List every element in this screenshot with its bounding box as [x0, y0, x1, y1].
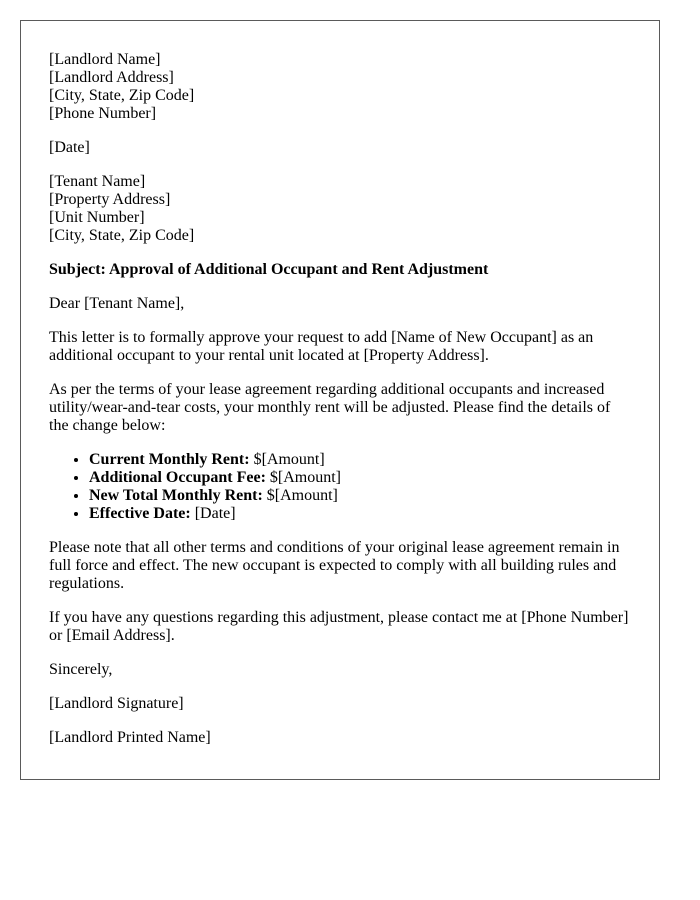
recipient-name: [Tenant Name]: [49, 173, 146, 190]
list-item: [89, 451, 631, 469]
closing: Sincerely,: [49, 661, 113, 678]
list-item: [89, 487, 631, 505]
sender-city-state-zip: [City, State, Zip Code]: [49, 87, 195, 104]
letter-page: [20, 20, 660, 780]
terms-paragraph: As per the terms of your lease agreement regarding additional occupants and increased utility/wear-and-tear costs, your monthly rent will be adjusted. Please find the details of the change below:: [49, 381, 611, 434]
sender-block: [49, 51, 631, 123]
detail-label: Current Monthly Rent:: [89, 451, 250, 468]
list-item: [89, 505, 631, 523]
note-paragraph: Please note that all other terms and conditions of your original lease agreement remain in full force and effect. The new occupant is expected to comply with all building rules and regulations.: [49, 539, 620, 592]
contact-paragraph: If you have any questions regarding this adjustment, please contact me at [Phone Number] or [Email Address].: [49, 609, 629, 644]
recipient-unit: [Unit Number]: [49, 209, 145, 226]
detail-value: [Date]: [190, 505, 236, 522]
detail-value: $[Amount]: [265, 469, 341, 486]
signature: [Landlord Signature]: [49, 695, 184, 712]
printed-name: [Landlord Printed Name]: [49, 729, 211, 746]
detail-label: Effective Date:: [89, 505, 191, 522]
recipient-property-address: [Property Address]: [49, 191, 171, 208]
sender-address: [Landlord Address]: [49, 69, 174, 86]
sender-phone: [Phone Number]: [49, 105, 157, 122]
rent-details-list: [49, 451, 631, 523]
recipient-city-state-zip: [City, State, Zip Code]: [49, 227, 195, 244]
sender-name: [Landlord Name]: [49, 51, 161, 68]
recipient-block: [49, 173, 631, 245]
detail-label: New Total Monthly Rent:: [89, 487, 263, 504]
detail-value: $[Amount]: [249, 451, 325, 468]
salutation: Dear [Tenant Name],: [49, 295, 185, 312]
letter-date: [Date]: [49, 139, 90, 156]
list-item: [89, 469, 631, 487]
detail-value: $[Amount]: [262, 487, 338, 504]
detail-label: Additional Occupant Fee:: [89, 469, 266, 486]
subject-line: Subject: Approval of Additional Occupant and Rent Adjustment: [49, 261, 489, 278]
intro-paragraph: This letter is to formally approve your request to add [Name of New Occupant] as an additional occupant to your rental unit located at [Property Address].: [49, 329, 594, 364]
